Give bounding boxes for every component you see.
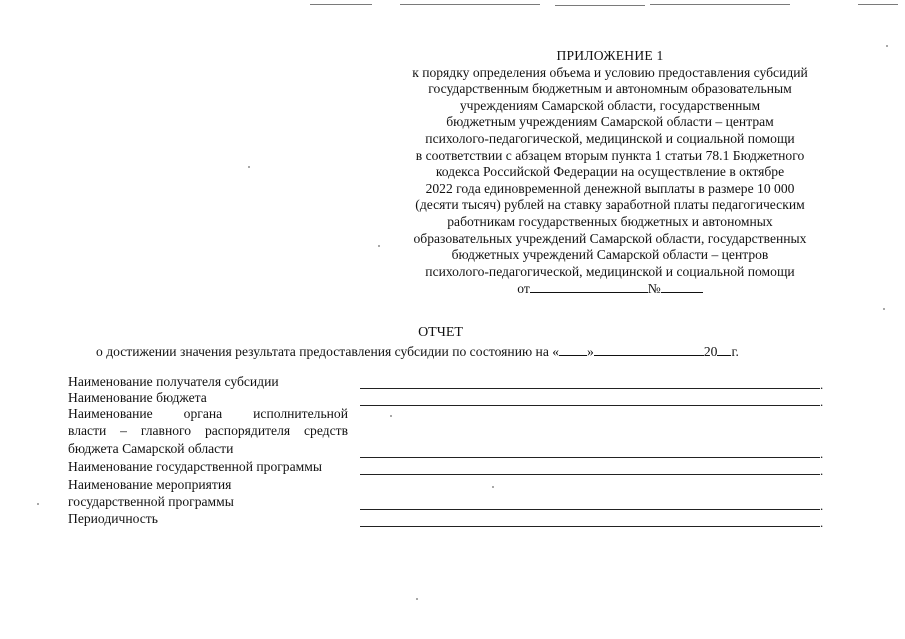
event-fill-line[interactable] [360,509,820,510]
program-label: Наименование государственной программы [68,459,322,474]
program-fill-line[interactable] [360,474,820,475]
authority-label [68,406,348,439]
appendix-line: психолого-педагогической, медицинской и социальной помощи [425,263,795,279]
authority-label-line: Наименование органа исполнительной [68,406,348,421]
report-subtitle-year: 20 [703,344,718,359]
scan-artifact-dot [37,503,39,505]
report-subtitle-mid: » [587,344,594,359]
report-subtitle-suffix: г. [731,344,739,359]
appendix-line: к порядку определения объема и условию предоставления субсидий [412,64,808,80]
budget-fill-line[interactable] [360,405,820,406]
periodicity-line-end: . [820,515,824,530]
scan-artifact-line [858,4,898,5]
appendix-line: психолого-педагогической, медицинской и социальной помощи [425,130,795,146]
appendix-line: кодекса Российской Федерации на осуществление в октябре [435,164,785,180]
appendix-line: государственным бюджетным и автономным образовательным [428,81,792,97]
date-blank [530,280,648,293]
scan-artifact-dot [248,166,250,168]
scan-artifact-dot [390,415,392,417]
report-subtitle-prefix: о достижении значения результата предоставления субсидии по состоянию на « [96,344,560,359]
scan-artifact-dot [378,245,380,247]
appendix-line: (десяти тысяч) рублей на ставку заработной платы педагогическим [415,197,805,213]
scan-artifact-line [400,4,540,5]
number-label: № [647,281,661,297]
report-title: ОТЧЕТ [418,325,463,340]
authority-label-line: власти – главного распорядителя средств [68,422,348,438]
from-label: от [517,281,530,297]
authority-line-end: . [820,446,824,461]
report-subtitle [96,343,739,360]
number-blank [661,280,703,293]
appendix-line: 2022 года единовременной денежной выплаты в размере 10 000 [425,180,795,196]
recipient-label: Наименование получателя субсидии [68,374,279,389]
event-label-line2: государственной программы [68,494,234,509]
periodicity-fill-line[interactable] [360,526,820,527]
appendix-line: образовательных учреждений Самарской области, государственных [413,230,807,246]
appendix-line: бюджетным учреждениям Самарской области – центрам [446,114,774,130]
recipient-fill-line[interactable] [360,388,820,389]
budget-line-end: . [820,394,824,409]
day-blank [559,343,587,356]
recipient-line-end: . [820,377,824,392]
appendix-line: в соответствии с абзацем вторым пункта 1 статьи 78.1 Бюджетного [415,147,805,163]
budget-label: Наименование бюджета [68,390,207,405]
month-blank [594,343,704,356]
appendix-line: бюджетных учреждений Самарской области – центров [451,247,769,263]
event-line-end: . [820,498,824,513]
appendix-header [385,48,835,298]
appendix-reference [385,280,835,298]
scan-artifact-dot [416,598,418,600]
scan-artifact-line [555,5,645,6]
authority-fill-line[interactable] [360,457,820,458]
appendix-title: ПРИЛОЖЕНИЕ 1 [556,48,664,63]
authority-label-end: бюджета Самарской области [68,441,234,456]
scan-artifact-dot [492,486,494,488]
program-line-end: . [820,463,824,478]
year-blank [717,343,731,356]
appendix-line: работникам государственных бюджетных и автономных [447,213,773,229]
scan-artifact-line [650,4,790,5]
scan-artifact-dot [883,308,885,310]
periodicity-label: Периодичность [68,511,158,526]
scan-artifact-line [310,4,372,5]
event-label-line1: Наименование мероприятия [68,477,232,492]
scan-artifact-dot [886,45,888,47]
appendix-line: учреждениям Самарской области, государственным [459,97,761,113]
